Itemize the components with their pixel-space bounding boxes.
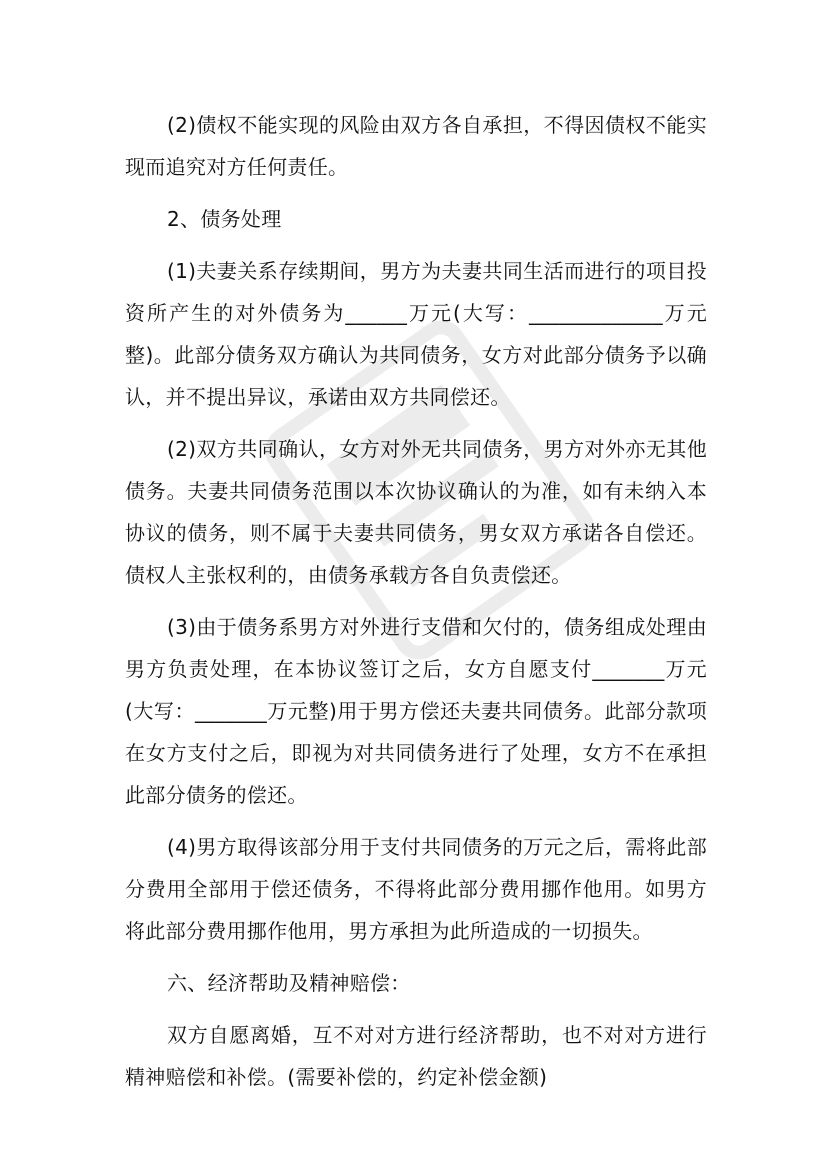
- paragraph-debt-2: (2)双方共同确认，女方对外无共同债务，男方对外亦无其他债务。夫妻共同债务范围以本次协议确认的为准，如有未纳入本协议的债务，则不属于夫妻共同债务，男女双方承诺各自偿还。债权人主张权利的，由债务承载方各自负责偿还。: [125, 437, 707, 587]
- paragraph-debt-4: (4)男方取得该部分用于支付共同债务的万元之后，需将此部分费用全部用于偿还债务，不得将此部分费用挪作他用。如男方将此部分费用挪作他用，男方承担为此所造成的一切损失。: [125, 835, 707, 943]
- paragraph-claim-risk: (2)债权不能实现的风险由双方各自承担，不得因债权不能实现而追究对方任何责任。: [125, 113, 707, 179]
- paragraph-debt-1: (1)夫妻关系存续期间，男方为夫妻共同生活而进行的项目投资所产生的对外债务为______万元(大写：_____________万元整)。此部分债务双方确认为共同债务，女方对此部分债务予以确认，并不提出异议，承诺由双方共同偿还。: [125, 259, 707, 409]
- section-heading-economic-help: 六、经济帮助及精神赔偿：: [167, 971, 411, 995]
- paragraph-economic-help: 双方自愿离婚，互不对对方进行经济帮助，也不对对方进行精神赔偿和补偿。(需要补偿的，约定补偿金额): [125, 1023, 707, 1089]
- paragraph-debt-3: (3)由于债务系男方对外进行支借和欠付的，债务组成处理由男方负责处理，在本协议签订之后，女方自愿支付_______万元(大写：_______万元整)用于男方偿还夫妻共同债务。此部分款项在女方支付之后，即视为对共同债务进行了处理，女方不在承担此部分债务的偿还。: [125, 615, 707, 807]
- section-heading-debt-handling: 2、债务处理: [167, 207, 282, 231]
- document-body: [125, 104, 707, 1108]
